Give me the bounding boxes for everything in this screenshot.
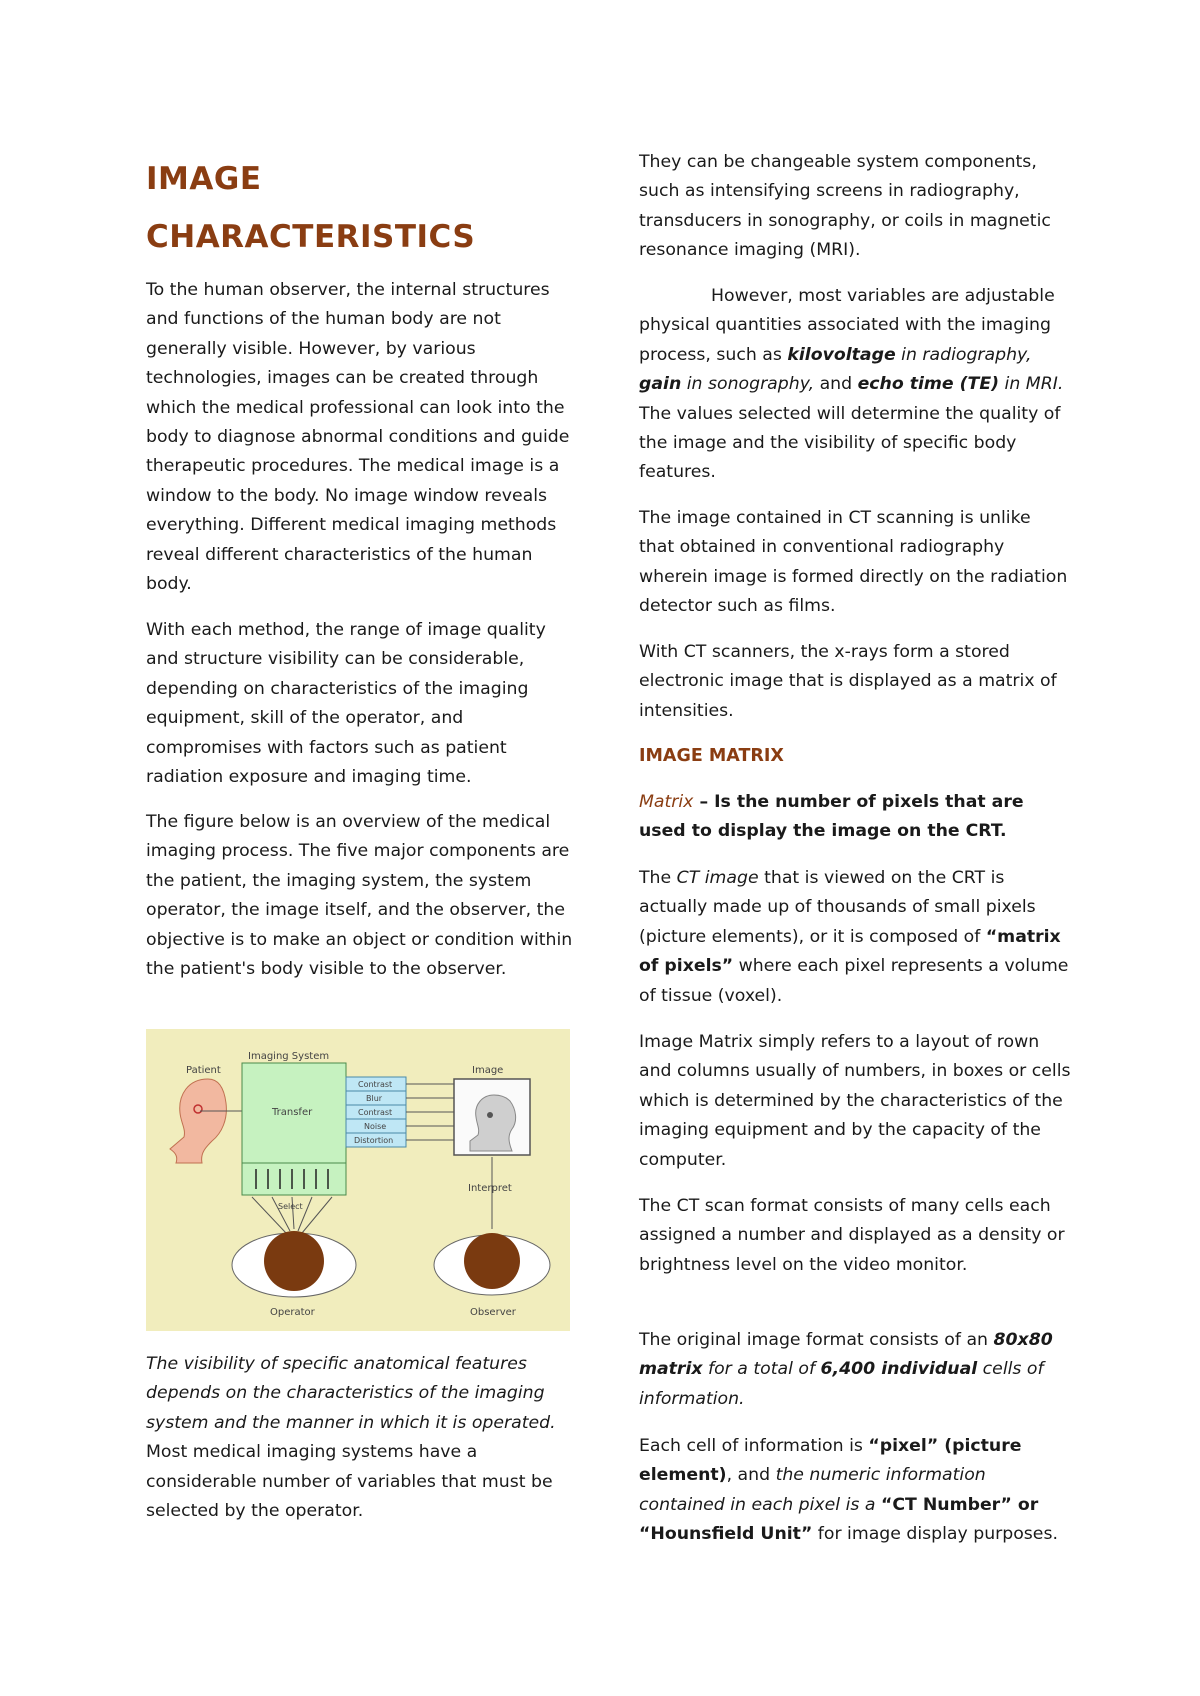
- ct-format-paragraph: The CT scan format consists of many cells each assigned a number and displayed as a density or brightness level on the video monitor.: [639, 1196, 1065, 1275]
- title-line-1: IMAGE: [146, 161, 262, 197]
- factor-label: Distortion: [354, 1136, 394, 1145]
- variables-paragraph: [639, 282, 1071, 488]
- ct-image-paragraph: [639, 864, 1071, 1011]
- ct-paragraph: The image contained in CT scanning is unlike that obtained in conventional radiography wherein image is formed directly on the radiation detector such as films.: [639, 508, 1068, 617]
- method-paragraph: With each method, the range of image quality and structure visibility can be considerable, depending on characteristics of the imaging equipment, skill of the operator, and compromises with factors such as patient radiation exposure and imaging time.: [146, 620, 546, 788]
- overview-paragraph: The figure below is an overview of the medical imaging process. The five major components are the patient, the imaging system, the system operator, the image itself, and the observer, the objective is to make an object or condition within the patient's body visible to the observer.: [146, 812, 573, 980]
- factor-label: Blur: [366, 1094, 383, 1103]
- text-run: The original image format consists of an: [639, 1330, 994, 1350]
- text-run: or: [1011, 1494, 1039, 1515]
- term-80x80-matrix: 80x80 matrix: [639, 1330, 1053, 1380]
- term-matrix: Matrix: [639, 792, 694, 812]
- intro-paragraph: To the human observer, the internal structures and functions of the human body are not generally visible. However, by various technologies, images can be created through which the medical professional can look into the body to diagnose abnormal conditions and guide therapeutic procedures. The medical image is a window to the body. No image window reveals everything. Different medical imaging methods reveal different characteristics of the human body.: [146, 280, 570, 595]
- term-hounsfield-unit: “Hounsfield Unit”: [639, 1524, 813, 1545]
- title-line-2: CHARACTERISTICS: [146, 219, 476, 255]
- figure-label-operator: Operator: [270, 1307, 315, 1318]
- figure-label-observer: Observer: [470, 1307, 516, 1318]
- factor-label: Contrast: [358, 1080, 393, 1089]
- figure-label-interpret: Interpret: [468, 1183, 512, 1194]
- original-format-paragraph: [639, 1326, 1071, 1414]
- operator-head-icon: [232, 1231, 356, 1297]
- text-run: in sonography,: [681, 374, 815, 395]
- text-run: cells of information.: [639, 1359, 1044, 1409]
- text-run: , and: [726, 1465, 776, 1486]
- controls-box: [242, 1163, 346, 1195]
- factor-label: Noise: [364, 1122, 387, 1131]
- term-gain: gain: [639, 374, 682, 395]
- text-run: Each cell of information is: [639, 1436, 869, 1456]
- text-run: where each pixel represents a volume of tissue (voxel).: [639, 956, 1069, 1006]
- text-run: The: [639, 868, 677, 888]
- term-matrix-of-pixels: “matrix of pixels”: [639, 926, 1061, 977]
- term-kilovoltage: kilovoltage: [787, 344, 896, 365]
- text-run: for image display purposes.: [812, 1524, 1058, 1545]
- figure-label-transfer: Transfer: [272, 1107, 313, 1118]
- components-paragraph: They can be changeable system components, such as intensifying screens in radiography, transducers in sonography, or coils in magnetic resonance imaging (MRI).: [639, 152, 1051, 261]
- page-title: [146, 150, 475, 266]
- image-matrix-paragraph: Image Matrix simply refers to a layout of rown and columns usually of numbers, in boxes or cells which is determined by the characteristics of the imaging equipment and by the capacity of the computer.: [639, 1032, 1071, 1170]
- section-heading-image-matrix: IMAGE MATRIX: [639, 746, 784, 766]
- factor-arrows: [406, 1084, 454, 1140]
- factor-label: Contrast: [358, 1108, 393, 1117]
- term-ct-number: “CT Number”: [880, 1494, 1012, 1515]
- ct-scanner-paragraph: With CT scanners, the x-rays form a stored electronic image that is displayed as a matrix of intensities.: [639, 642, 1057, 721]
- figure-label-patient: Patient: [186, 1065, 221, 1076]
- figure-label-select: Select: [278, 1202, 303, 1211]
- matrix-definition: [639, 788, 1071, 847]
- term-6400: 6,400 individual: [820, 1359, 978, 1380]
- term-ct-image: CT image: [676, 868, 759, 888]
- caption-rest: Most medical imaging systems have a considerable number of variables that must be selected by the operator.: [146, 1442, 553, 1522]
- observer-head-icon: [434, 1233, 550, 1295]
- text-run: and: [814, 374, 858, 395]
- text-run: that is viewed on the CRT is actually made up of thousands of small pixels (picture elements), or it is composed of: [639, 868, 1036, 947]
- text-run: in MRI.: [999, 374, 1064, 395]
- imaging-process-figure: [146, 1029, 570, 1331]
- text-run: However, most variables are adjustable physical quantities associated with the imaging process, such as: [639, 286, 1055, 365]
- text-run: in radiography,: [895, 344, 1032, 365]
- figure-label-image: Image: [472, 1065, 504, 1076]
- pixel-paragraph: [639, 1432, 1071, 1550]
- term-echo-time: echo time (TE): [857, 374, 1000, 395]
- patient-head-icon: [170, 1079, 226, 1163]
- figure-label-imaging-system: Imaging System: [248, 1051, 330, 1062]
- text-run: for a total of: [702, 1359, 821, 1380]
- text-run: The values selected will determine the quality of the image and the visibility of specific body features.: [639, 403, 1061, 483]
- text-run: the numeric information contained in each pixel is a: [639, 1465, 986, 1515]
- caption-italic: The visibility of specific anatomical features depends on the characteristics of the imaging system and the manner in which it is operated.: [146, 1354, 556, 1433]
- term-pixel: “pixel” (picture element): [639, 1436, 1022, 1486]
- definition-text: – Is the number of pixels that are used to display the image on the CRT.: [639, 792, 1024, 842]
- caption-paragraph: [146, 1350, 574, 1526]
